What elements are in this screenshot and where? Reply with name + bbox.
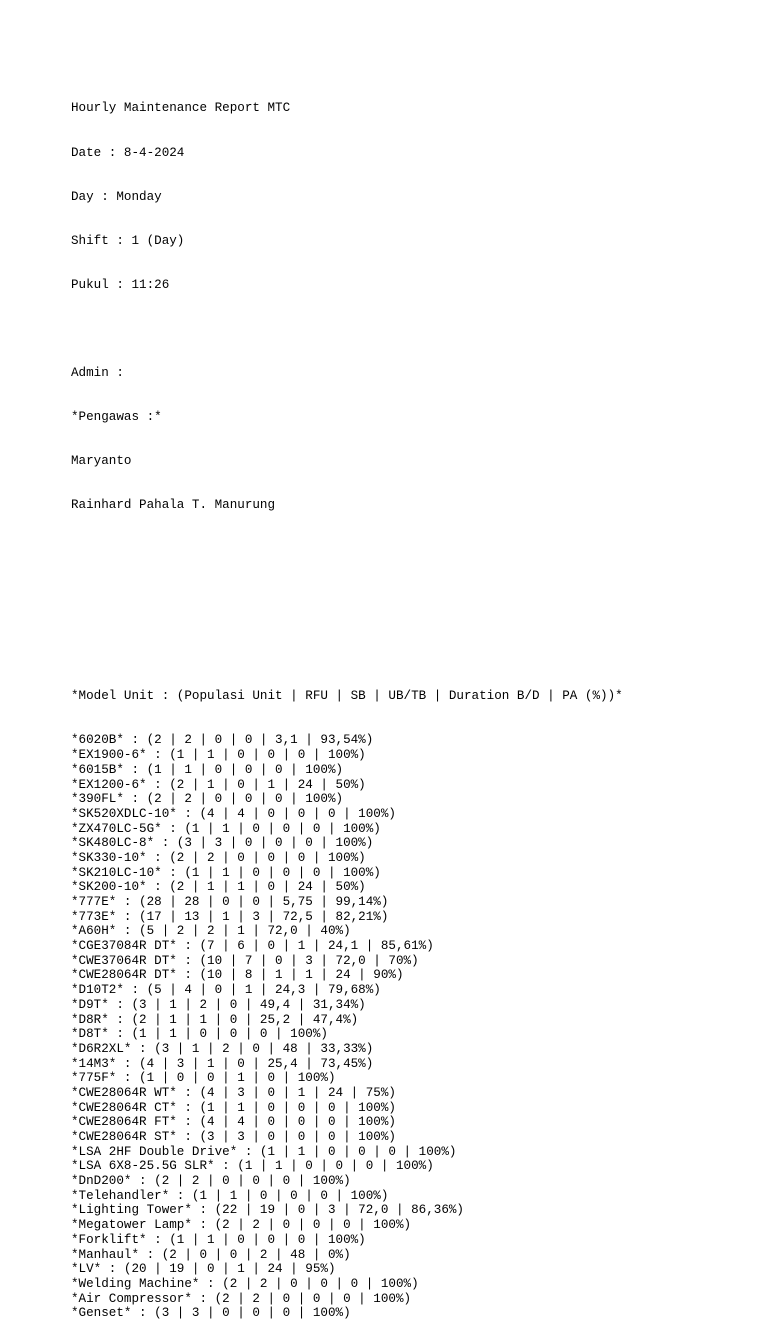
pengawas-name: Maryanto	[71, 454, 132, 469]
unit-row: *A60H* : (5 | 2 | 2 | 1 | 72,0 | 40%)	[71, 924, 351, 939]
unit-row: *D8R* : (2 | 1 | 1 | 0 | 25,2 | 47,4%)	[71, 1012, 359, 1027]
pengawas-name: Rainhard Pahala T. Manurung	[71, 498, 276, 513]
report-time: Pukul : 11:26	[71, 277, 170, 292]
unit-row: *D8T* : (1 | 1 | 0 | 0 | 0 | 100%)	[71, 1027, 328, 1042]
unit-row: *SK200-10* : (2 | 1 | 1 | 0 | 24 | 50%)	[71, 880, 366, 895]
unit-row: *14M3* : (4 | 3 | 1 | 0 | 25,4 | 73,45%)	[71, 1056, 374, 1071]
report-date: Date : 8-4-2024	[71, 145, 185, 160]
unit-list	[71, 733, 761, 1321]
unit-row: *Forklift* : (1 | 1 | 0 | 0 | 0 | 100%)	[71, 1232, 366, 1247]
spacer	[71, 322, 761, 337]
unit-row: *777E* : (28 | 28 | 0 | 0 | 5,75 | 99,14%)	[71, 895, 389, 909]
unit-row: *Genset* : (3 | 3 | 0 | 0 | 0 | 100%)	[71, 1306, 351, 1321]
unit-row: *EX1900-6* : (1 | 1 | 0 | 0 | 0 | 100%)	[71, 748, 366, 763]
unit-row: *Air Compressor* : (2 | 2 | 0 | 0 | 0 | 100%)	[71, 1291, 412, 1306]
unit-row: *SK520XDLC-10* : (4 | 4 | 0 | 0 | 0 | 100%)	[71, 806, 396, 821]
unit-row: *D6R2XL* : (3 | 1 | 2 | 0 | 48 | 33,33%)	[71, 1041, 374, 1056]
unit-row: *CWE28064R ST* : (3 | 3 | 0 | 0 | 0 | 100%)	[71, 1130, 396, 1144]
unit-row: *SK210LC-10* : (1 | 1 | 0 | 0 | 0 | 100%)	[71, 865, 381, 880]
unit-row: *LSA 6X8-25.5G SLR* : (1 | 1 | 0 | 0 | 0 | 100%)	[71, 1159, 434, 1174]
unit-row: *LV* : (20 | 19 | 0 | 1 | 24 | 95%)	[71, 1262, 336, 1277]
report-shift: Shift : 1 (Day)	[71, 233, 185, 248]
unit-row: *775F* : (1 | 0 | 0 | 1 | 0 | 100%)	[71, 1071, 336, 1086]
unit-row: *D10T2* : (5 | 4 | 0 | 1 | 24,3 | 79,68%)	[71, 983, 381, 998]
unit-row: *6015B* : (1 | 1 | 0 | 0 | 0 | 100%)	[71, 762, 344, 777]
report-day: Day : Monday	[71, 189, 162, 204]
unit-row: *SK330-10* : (2 | 2 | 0 | 0 | 0 | 100%)	[71, 850, 366, 865]
report-title: Hourly Maintenance Report MTC	[71, 101, 291, 116]
unit-row: *EX1200-6* : (2 | 1 | 0 | 1 | 24 | 50%)	[71, 777, 366, 792]
unit-row: *Manhaul* : (2 | 0 | 0 | 2 | 48 | 0%)	[71, 1247, 351, 1262]
pengawas-label: *Pengawas :*	[71, 410, 162, 425]
unit-row: *Welding Machine* : (2 | 2 | 0 | 0 | 0 | 100%)	[71, 1276, 419, 1291]
unit-row: *CWE28064R FT* : (4 | 4 | 0 | 0 | 0 | 100%)	[71, 1115, 396, 1130]
admin-label: Admin :	[71, 365, 124, 380]
unit-row: *Lighting Tower* : (22 | 19 | 0 | 3 | 72,0 | 86,36%)	[71, 1203, 464, 1218]
unit-row: *DnD200* : (2 | 2 | 0 | 0 | 0 | 100%)	[71, 1174, 351, 1189]
unit-row: *ZX470LC-5G* : (1 | 1 | 0 | 0 | 0 | 100%)	[71, 821, 381, 836]
unit-row: *CWE28064R CT* : (1 | 1 | 0 | 0 | 0 | 100%)	[71, 1100, 396, 1115]
unit-row: *CWE28064R DT* : (10 | 8 | 1 | 1 | 24 | 90%)	[71, 968, 404, 983]
unit-row: *CGE37084R DT* : (7 | 6 | 0 | 1 | 24,1 | 85,61%)	[71, 939, 434, 954]
unit-table-header: *Model Unit : (Populasi Unit | RFU | SB | UB/TB | Duration B/D | PA (%))*	[71, 689, 623, 704]
unit-row: *LSA 2HF Double Drive* : (1 | 1 | 0 | 0 | 0 | 100%)	[71, 1144, 457, 1159]
unit-row: *D9T* : (3 | 1 | 2 | 0 | 49,4 | 31,34%)	[71, 997, 366, 1012]
unit-row: *SK480LC-8* : (3 | 3 | 0 | 0 | 0 | 100%)	[71, 836, 374, 851]
unit-row: *773E* : (17 | 13 | 1 | 3 | 72,5 | 82,21%)	[71, 909, 389, 924]
unit-row: *390FL* : (2 | 2 | 0 | 0 | 0 | 100%)	[71, 792, 344, 807]
unit-row: *CWE28064R WT* : (4 | 3 | 0 | 1 | 24 | 75%)	[71, 1085, 396, 1100]
unit-row: *6020B* : (2 | 2 | 0 | 0 | 3,1 | 93,54%)	[71, 733, 374, 748]
report-document	[71, 72, 761, 1336]
spacer	[71, 542, 761, 660]
unit-row: *Megatower Lamp* : (2 | 2 | 0 | 0 | 0 | 100%)	[71, 1218, 412, 1233]
unit-row: *Telehandler* : (1 | 1 | 0 | 0 | 0 | 100%)	[71, 1188, 389, 1203]
unit-row: *CWE37064R DT* : (10 | 7 | 0 | 3 | 72,0 | 70%)	[71, 953, 419, 968]
